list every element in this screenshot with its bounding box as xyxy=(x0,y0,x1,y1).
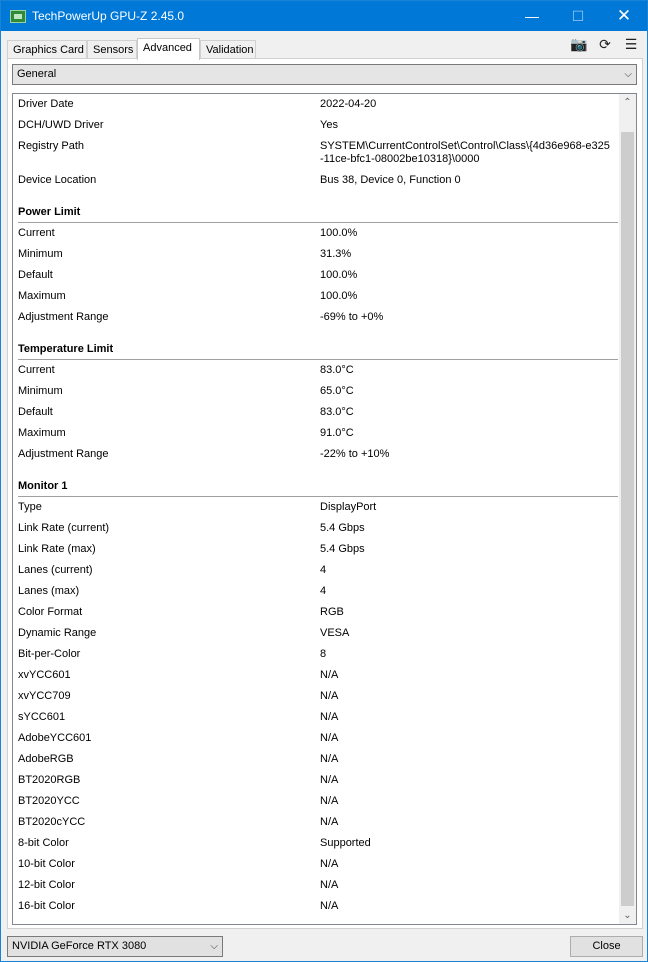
row-key: Current xyxy=(18,227,55,239)
row-key: Type xyxy=(18,501,42,513)
row-key: Minimum xyxy=(18,385,63,397)
row-key: 16-bit Color xyxy=(18,900,75,912)
section-header-temperature-limit: Temperature Limit xyxy=(18,343,618,360)
row-value: 4 xyxy=(320,564,327,576)
row-key: xvYCC601 xyxy=(18,669,71,681)
row-key: BT2020cYCC xyxy=(18,816,86,828)
row-key: Maximum xyxy=(18,427,66,439)
tab-sensors[interactable]: Sensors xyxy=(87,40,137,59)
gpuz-app-icon xyxy=(10,10,26,23)
row-value: Yes xyxy=(320,119,338,131)
row-key: sYCC601 xyxy=(18,711,66,723)
row-value: N/A xyxy=(320,795,339,807)
row-value: N/A xyxy=(320,690,339,702)
row-value: N/A xyxy=(320,732,339,744)
row-value: N/A xyxy=(320,711,339,723)
row-value: Supported xyxy=(320,837,371,849)
row-key: Bit-per-Color xyxy=(18,648,81,660)
gpu-select-dropdown[interactable] xyxy=(7,936,223,957)
row-value: 4 xyxy=(320,585,327,597)
row-key: Device Location xyxy=(18,174,97,186)
row-value: 83.0°C xyxy=(320,364,354,376)
row-key: Adjustment Range xyxy=(18,311,109,323)
row-key: Lanes (max) xyxy=(18,585,80,597)
details-list[interactable] xyxy=(12,93,637,925)
row-value: -69% to +0% xyxy=(320,311,384,323)
scrollbar-thumb[interactable] xyxy=(621,132,634,906)
refresh-icon[interactable]: ⟳ xyxy=(599,36,611,52)
scroll-up-icon[interactable]: ⌃ xyxy=(623,97,632,108)
camera-icon[interactable]: 📷 xyxy=(570,36,588,52)
row-value: 91.0°C xyxy=(320,427,354,439)
row-key: Default xyxy=(18,269,53,281)
row-key: Link Rate (current) xyxy=(18,522,110,534)
close-button[interactable]: Close xyxy=(570,936,643,957)
row-value: N/A xyxy=(320,669,339,681)
row-key: Adjustment Range xyxy=(18,448,109,460)
row-key: xvYCC709 xyxy=(18,690,71,702)
row-key: AdobeRGB xyxy=(18,753,74,765)
tab-validation[interactable]: Validation xyxy=(200,40,256,59)
row-value: N/A xyxy=(320,774,339,786)
row-value: 2022-04-20 xyxy=(320,98,377,110)
row-key: BT2020YCC xyxy=(18,795,80,807)
section-header-power-limit: Power Limit xyxy=(18,206,618,223)
row-value: N/A xyxy=(320,816,339,828)
row-value: N/A xyxy=(320,753,339,765)
row-value: RGB xyxy=(320,606,344,618)
row-key: Maximum xyxy=(18,290,66,302)
row-value: 5.4 Gbps xyxy=(320,543,365,555)
row-value: 100.0% xyxy=(320,227,358,239)
row-key: Current xyxy=(18,364,55,376)
row-value: DisplayPort xyxy=(320,501,377,513)
row-value: 65.0°C xyxy=(320,385,354,397)
chevron-down-icon: ⌵ xyxy=(624,69,632,80)
row-value: 8 xyxy=(320,648,327,660)
row-value: 5.4 Gbps xyxy=(320,522,365,534)
row-key: Dynamic Range xyxy=(18,627,97,639)
window-title: TechPowerUp GPU-Z 2.45.0 xyxy=(32,9,185,23)
menu-icon[interactable]: ☰ xyxy=(624,36,638,52)
row-key: 10-bit Color xyxy=(18,858,75,870)
row-value: N/A xyxy=(320,879,339,891)
row-value: 100.0% xyxy=(320,290,358,302)
row-key: Lanes (current) xyxy=(18,564,93,576)
tab-graphics-card[interactable]: Graphics Card xyxy=(7,40,87,59)
row-key: AdobeYCC601 xyxy=(18,732,92,744)
maximize-button[interactable]: ☐ xyxy=(571,8,585,24)
row-key: Driver Date xyxy=(18,98,74,110)
row-key: Registry Path xyxy=(18,140,85,152)
row-value: SYSTEM\CurrentControlSet\Control\Class\{4d36e968-e325 xyxy=(320,140,610,152)
close-window-button[interactable]: ✕ xyxy=(616,6,632,25)
section-header-monitor-1: Monitor 1 xyxy=(18,480,618,497)
row-value: 83.0°C xyxy=(320,406,354,418)
row-key: DCH/UWD Driver xyxy=(18,119,104,131)
row-key: 12-bit Color xyxy=(18,879,75,891)
row-value: N/A xyxy=(320,900,339,912)
minimize-button[interactable]: — xyxy=(525,8,539,24)
row-key: Default xyxy=(18,406,53,418)
row-key: Minimum xyxy=(18,248,63,260)
scroll-down-icon[interactable]: ⌄ xyxy=(623,910,632,921)
row-key: Color Format xyxy=(18,606,83,618)
category-selected: General xyxy=(17,68,57,80)
row-value: 31.3% xyxy=(320,248,352,260)
row-value: -22% to +10% xyxy=(320,448,390,460)
category-dropdown[interactable] xyxy=(12,64,637,85)
row-value: N/A xyxy=(320,858,339,870)
row-value: 100.0% xyxy=(320,269,358,281)
chevron-down-icon: ⌵ xyxy=(210,941,218,952)
row-value: Bus 38, Device 0, Function 0 xyxy=(320,174,461,186)
gpu-selected: NVIDIA GeForce RTX 3080 xyxy=(12,940,147,952)
row-key: 8-bit Color xyxy=(18,837,69,849)
row-key: Link Rate (max) xyxy=(18,543,96,555)
tab-advanced[interactable]: Advanced xyxy=(137,38,200,60)
row-key: BT2020RGB xyxy=(18,774,81,786)
row-value-continued: -11ce-bfc1-08002be10318}\0000 xyxy=(320,153,480,165)
vertical-scrollbar[interactable] xyxy=(619,94,636,924)
title-bar[interactable] xyxy=(1,1,647,31)
row-value: VESA xyxy=(320,627,350,639)
